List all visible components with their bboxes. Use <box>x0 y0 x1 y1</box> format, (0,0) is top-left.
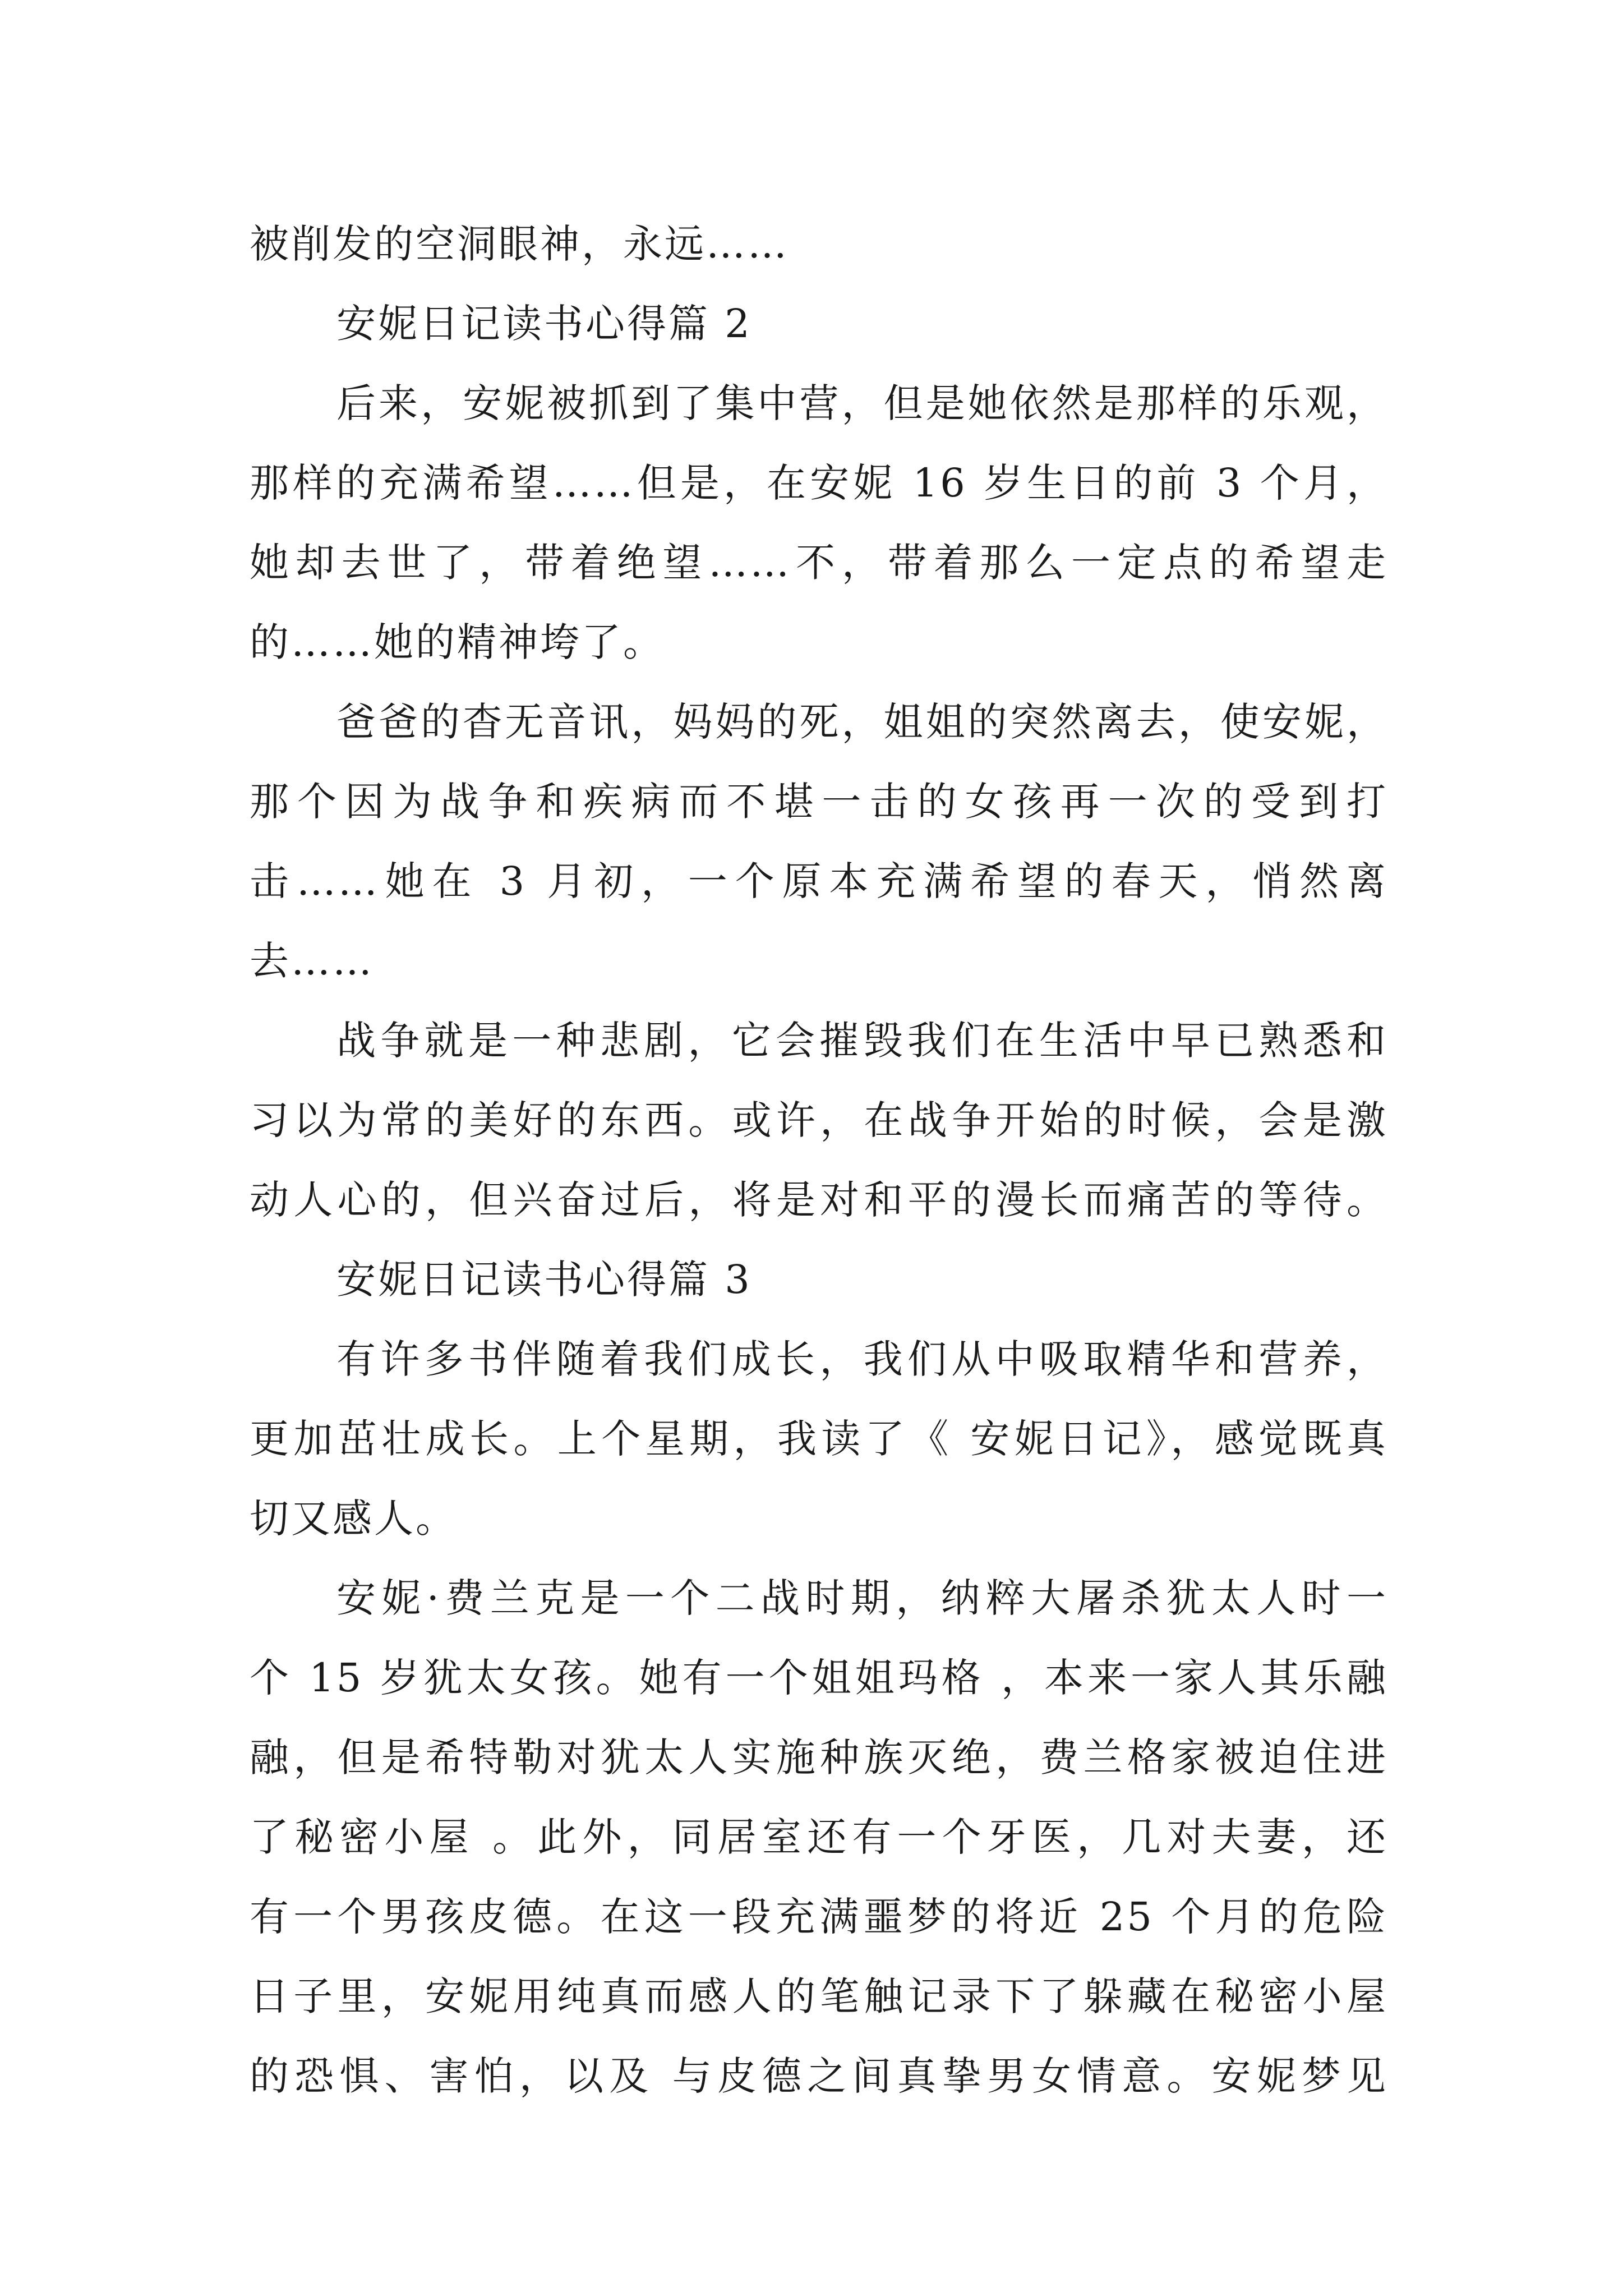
text-line: 有一个男孩皮德。在这一段充满噩梦的将近 25 个月的危险 <box>250 1894 1388 1940</box>
text-line: 融，但是希特勒对犹太人实施种族灭绝，费兰格家被迫住进 <box>250 1734 1388 1780</box>
text-line: 的……她的精神垮了。 <box>250 619 665 665</box>
text-line: 去…… <box>250 938 374 984</box>
text-line: 战争就是一种悲剧，它会摧毁我们在生活中早已熟悉和 <box>336 1018 1388 1064</box>
text-line: 后来，安妮被抓到了集中营，但是她依然是那样的乐观， <box>336 380 1388 426</box>
text-line: 那样的充满希望……但是，在安妮 16 岁生日的前 3 个月， <box>250 460 1388 506</box>
section-heading: 安妮日记读书心得篇 2 <box>336 301 752 347</box>
text-line: 那个因为战争和疾病而不堪一击的女孩再一次的受到打 <box>250 779 1388 825</box>
text-line: 安妮·费兰克是一个二战时期，纳粹大屠杀犹太人时一 <box>336 1575 1388 1621</box>
text-line: 被削发的空洞眼神，永远…… <box>250 221 789 267</box>
text-line: 有许多书伴随着我们成长，我们从中吸取精华和营养， <box>336 1336 1388 1382</box>
text-line: 动人心的，但兴奋过后，将是对和平的漫长而痛苦的等待。 <box>250 1177 1388 1223</box>
text-line: 击……她在 3 月初，一个原本充满希望的春天，悄然离 <box>250 858 1388 904</box>
section-heading: 安妮日记读书心得篇 3 <box>336 1257 752 1303</box>
text-line: 切又感人。 <box>250 1496 457 1542</box>
text-line: 的恐惧、害怕，以及 与皮德之间真挚男女情意。安妮梦见 <box>250 2053 1388 2099</box>
text-line: 习以为常的美好的东西。或许，在战争开始的时候，会是激 <box>250 1097 1388 1143</box>
text-line: 她却去世了，带着绝望……不，带着那么一定点的希望走 <box>250 540 1388 586</box>
text-line: 日子里，安妮用纯真而感人的笔触记录下了躲藏在秘密小屋 <box>250 1973 1388 2019</box>
text-line: 爸爸的杳无音讯，妈妈的死，姐姐的突然离去，使安妮， <box>336 699 1388 745</box>
text-line: 个 15 岁犹太女孩。她有一个姐姐玛格 ，本来一家人其乐融 <box>250 1655 1388 1701</box>
text-line: 了秘密小屋 。此外，同居室还有一个牙医，几对夫妻，还 <box>250 1814 1388 1860</box>
text-line: 更加茁壮成长。上个星期，我读了《 安妮日记》，感觉既真 <box>250 1416 1388 1462</box>
